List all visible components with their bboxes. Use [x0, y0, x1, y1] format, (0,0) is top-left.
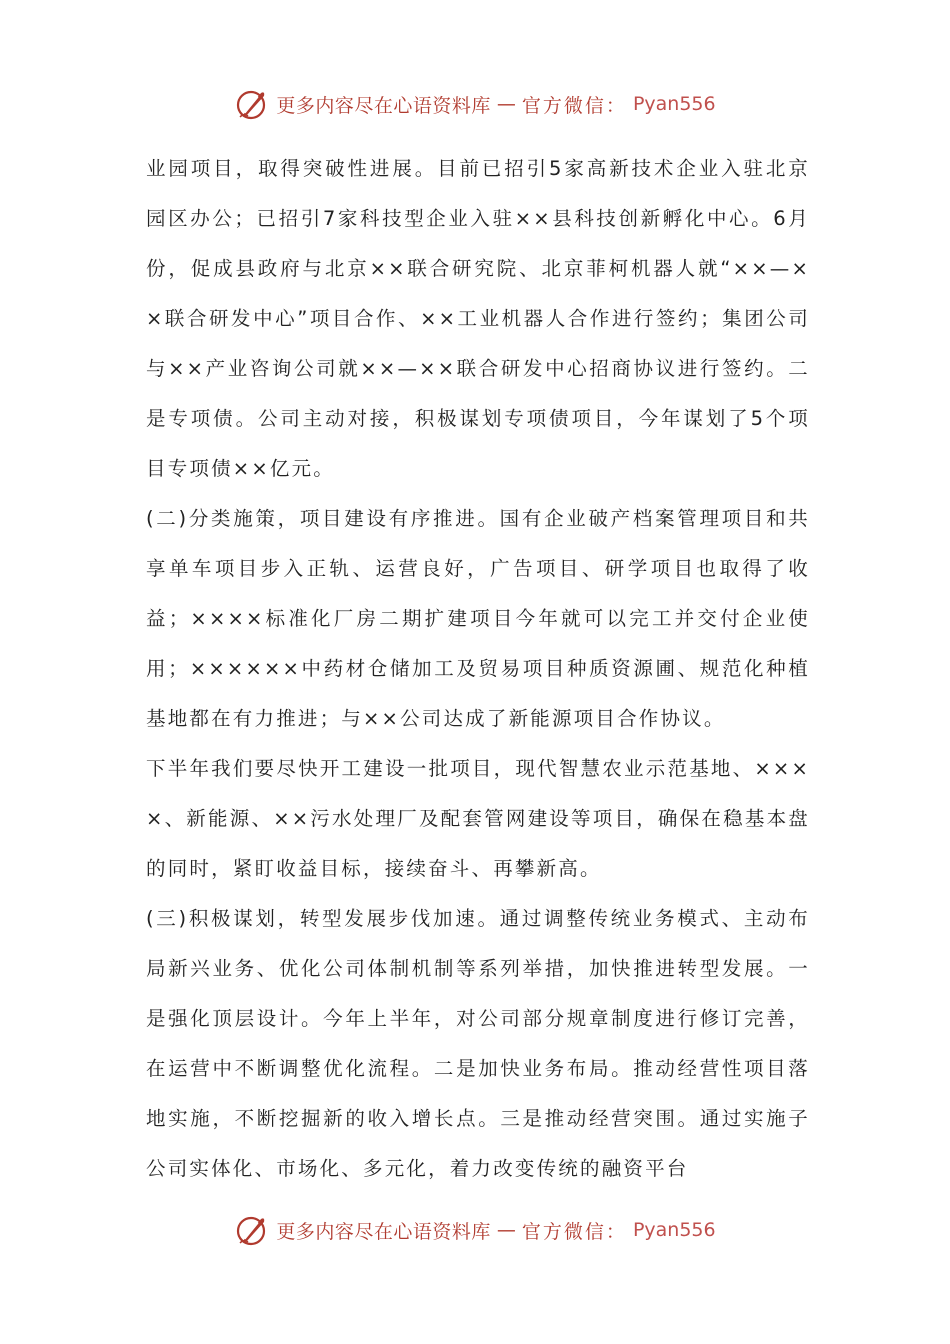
banner-wechat-id: Pyan556: [632, 93, 716, 115]
banner-site-text: 更多内容尽在心语资料库: [276, 94, 491, 117]
footer-banner: [0, 1210, 950, 1250]
paragraph-1: 业园项目，取得突破性进展。目前已招引5家高新技术企业入驻北京园区办公；已招引7家科技型企业入驻××县科技创新孵化中心。6月份，促成县政府与北京××联合研究院、北京菲柯机器人就“××—××联合研发中心”项目合作、××工业机器人合作进行签约；集团公司与××产业咨询公司就××—××联合研发中心招商协议进行签约。二是专项债。公司主动对接，积极谋划专项债项目，今年谋划了5个项目专项债××亿元。: [146, 157, 810, 480]
banner-wechat-label: 官方微信：: [521, 94, 627, 117]
quill-pen-logo-icon: [234, 1212, 270, 1248]
banner-dash: —: [496, 1219, 516, 1241]
banner-wechat-id: Pyan556: [632, 1219, 716, 1241]
banner-wechat-label: 官方微信：: [521, 1220, 627, 1243]
banner-dash: —: [496, 93, 516, 115]
paragraph-3: 下半年我们要尽快开工建设一批项目，现代智慧农业示范基地、××××、新能源、××污水处理厂及配套管网建设等项目，确保在稳基本盘的同时，紧盯收益目标，接续奋斗、再攀新高。: [146, 757, 810, 880]
paragraph-4: (三)积极谋划，转型发展步伐加速。通过调整传统业务模式、主动布局新兴业务、优化公司体制机制等系列举措，加快推进转型发展。一是强化顶层设计。今年上半年，对公司部分规章制度进行修订完善，在运营中不断调整优化流程。二是加快业务布局。推动经营性项目落地实施，不断挖掘新的收入增长点。三是推动经营突围。通过实施子公司实体化、市场化、多元化，着力改变传统的融资平台: [146, 907, 810, 1180]
quill-pen-logo-icon: [234, 86, 270, 122]
paragraph-2: (二)分类施策，项目建设有序推进。国有企业破产档案管理项目和共享单车项目步入正轨、运营良好，广告项目、研学项目也取得了收益；××××标准化厂房二期扩建项目今年就可以完工并交付企业使用；××××××中药材仓储加工及贸易项目种质资源圃、规范化种植基地都在有力推进；与××公司达成了新能源项目合作协议。: [146, 507, 810, 730]
document-body: [146, 144, 810, 1194]
banner-site-text: 更多内容尽在心语资料库: [276, 1220, 491, 1243]
header-banner: [0, 84, 950, 124]
